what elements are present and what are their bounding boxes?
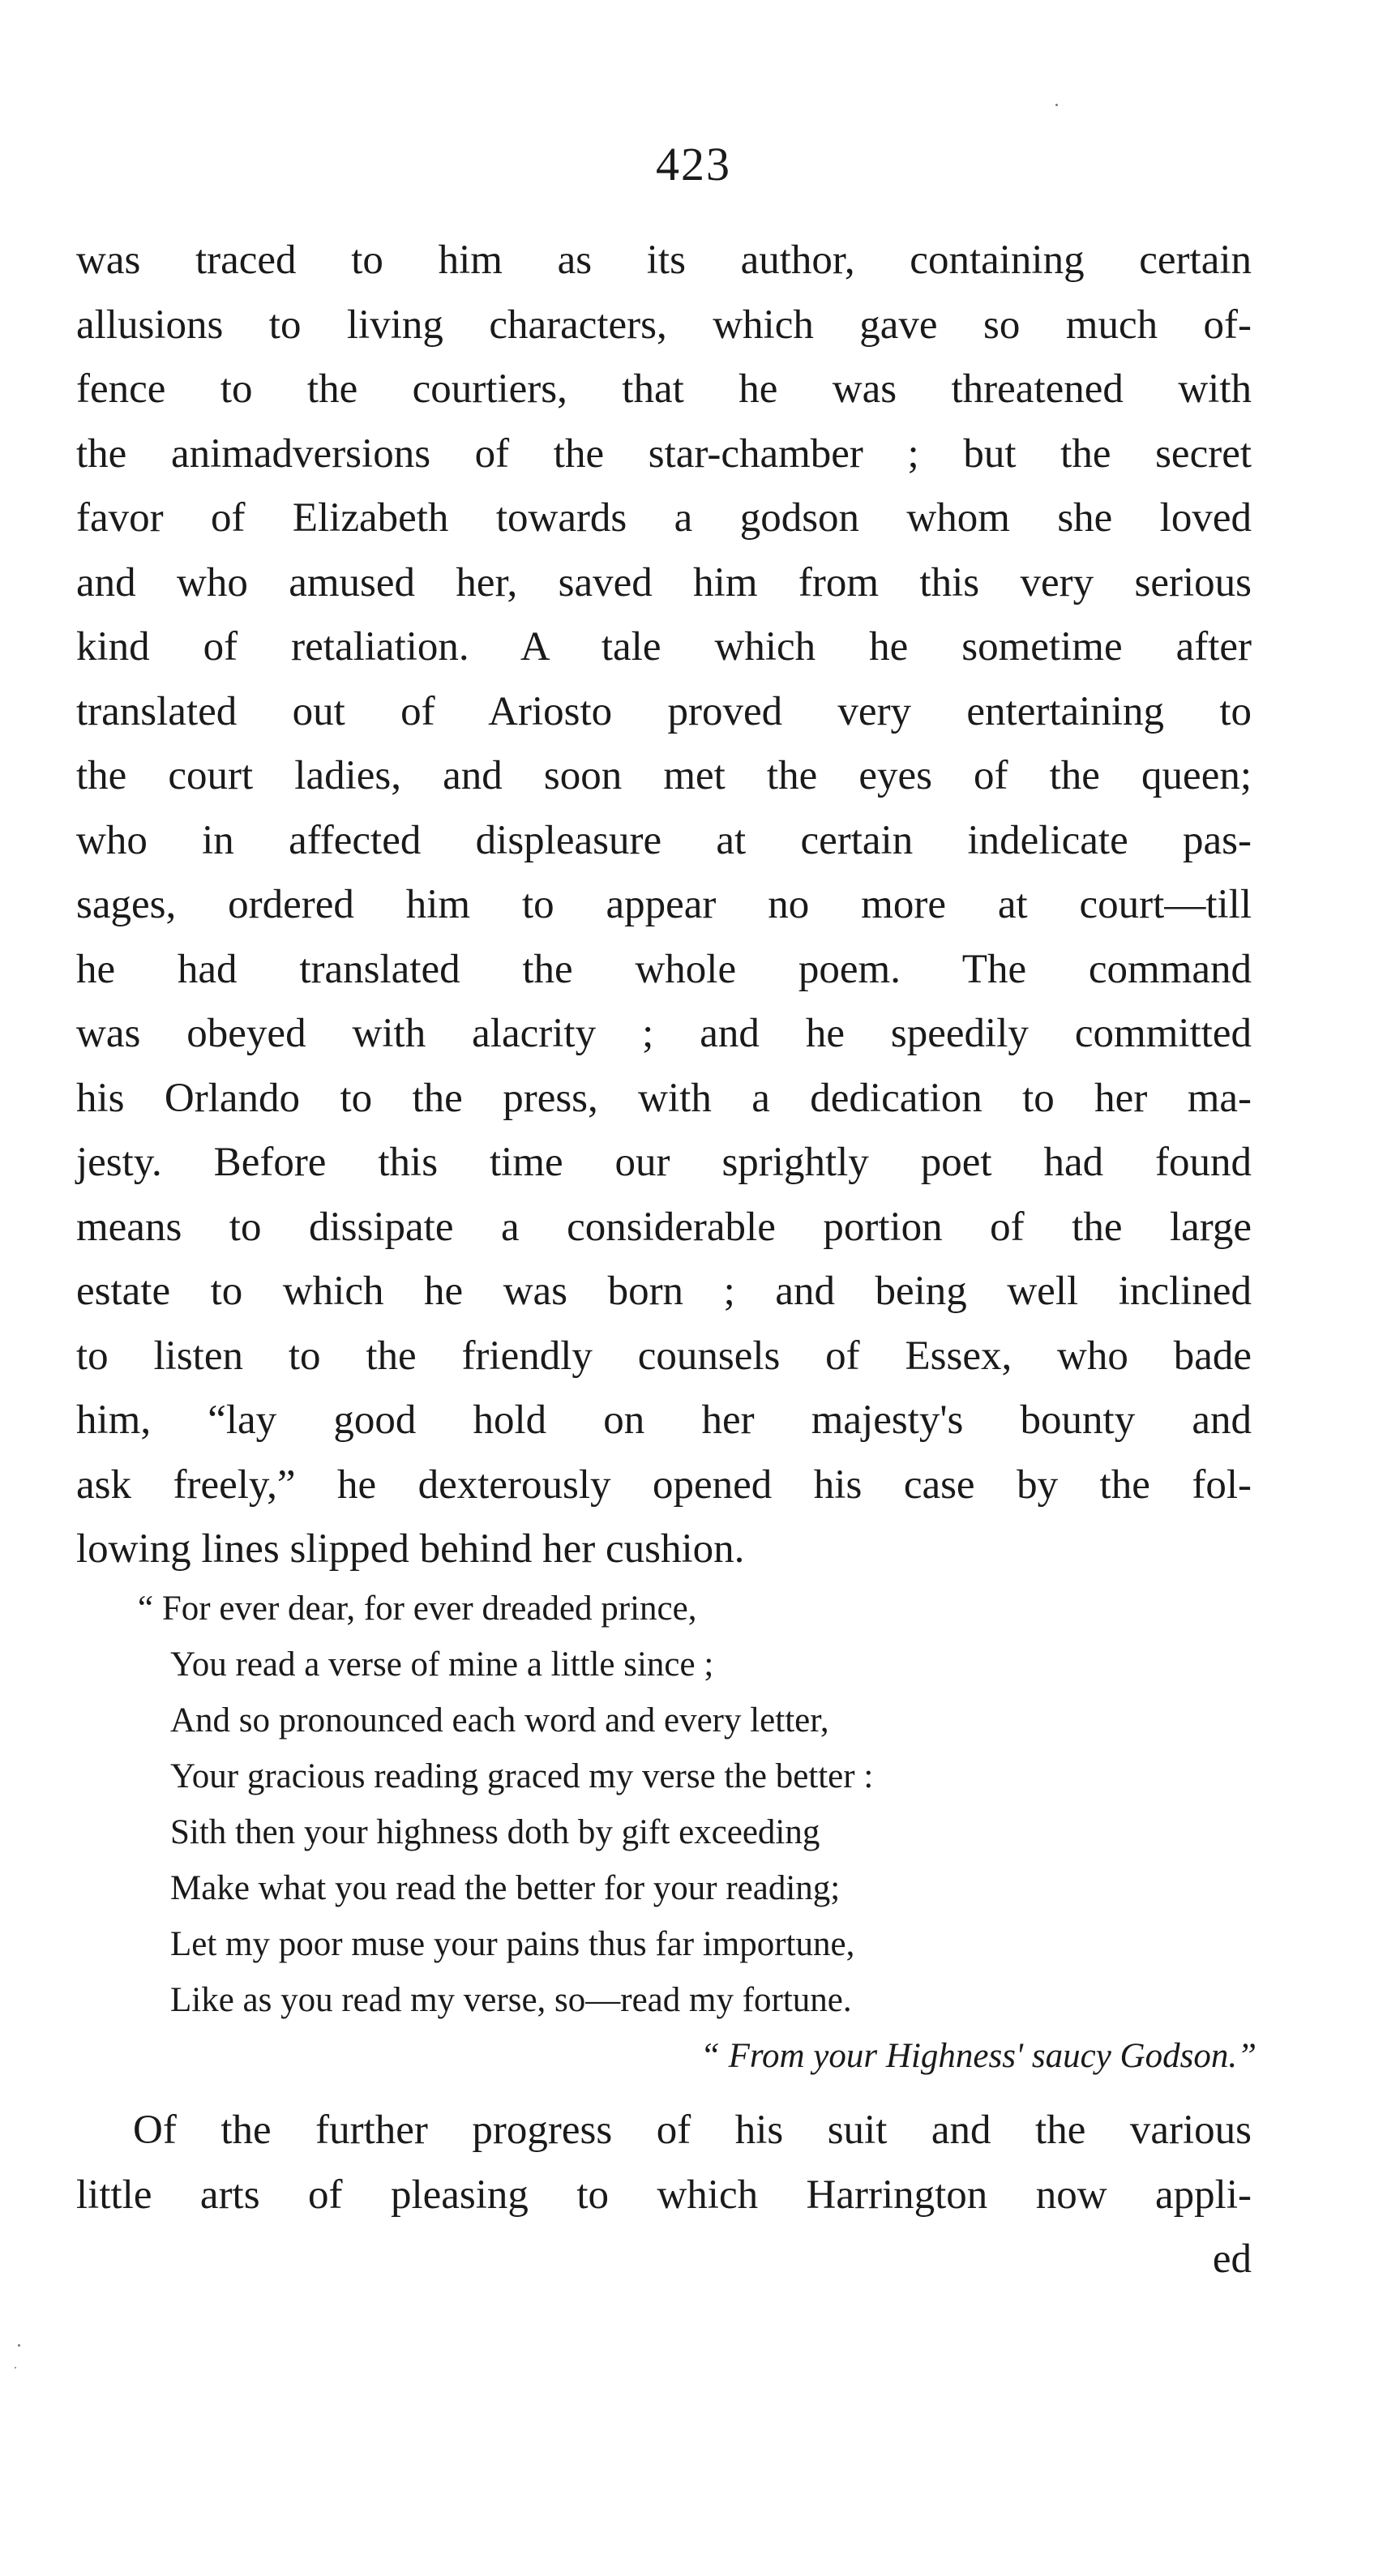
text-line: to listen to the friendly counsels of Essex, who bade <box>76 1333 1252 1379</box>
verse-block <box>138 1581 1256 2084</box>
verse-line: Let my poor muse your pains thus far importune, <box>170 1925 855 1963</box>
text-line: the court ladies, and soon met the eyes of the queen; <box>76 753 1252 798</box>
text-line: means to dissipate a considerable portion of the large <box>76 1204 1252 1250</box>
page-number: 423 <box>656 138 731 190</box>
paper-speck <box>1055 104 1058 106</box>
verse-line: Like as you read my verse, so—read my fortune. <box>170 1981 852 2019</box>
text-line: translated out of Ariosto proved very entertaining to <box>76 688 1252 734</box>
text-line: favor of Elizabeth towards a godson whom she loved <box>76 495 1252 541</box>
text-line: him, “lay good hold on her majesty's bounty and <box>76 1397 1252 1443</box>
text-line: and who amused her, saved him from this very serious <box>76 559 1252 605</box>
body-text-bottom <box>76 2099 1252 2292</box>
text-line: was obeyed with alacrity ; and he speedily committed <box>76 1011 1252 1056</box>
text-line: jesty. Before this time our sprightly poet had found <box>76 1140 1252 1185</box>
verse-line: You read a verse of mine a little since ; <box>170 1645 714 1684</box>
verse-line: Make what you read the better for your reading; <box>170 1869 841 1907</box>
paper-speck <box>15 2367 16 2368</box>
text-line: his Orlando to the press, with a dedication to her ma- <box>76 1075 1252 1121</box>
text-line: who in affected displeasure at certain indelicate pas- <box>76 817 1252 863</box>
text-line: lowing lines slipped behind her cushion. <box>76 1526 745 1572</box>
paper-speck <box>18 2344 20 2347</box>
text-line: ed <box>1212 2236 1252 2282</box>
text-line: fence to the courtiers, that he was threatened with <box>76 366 1252 412</box>
text-line: he had translated the whole poem. The command <box>76 946 1252 992</box>
verse-line: “ For ever dear, for ever dreaded prince, <box>138 1590 697 1628</box>
text-line: kind of retaliation. A tale which he sometime after <box>76 624 1252 670</box>
text-line: estate to which he was born ; and being well inclined <box>76 1269 1252 1314</box>
verse-signature: “ From your Highness' saucy Godson.” <box>700 2037 1256 2075</box>
text-line: Of the further progress of his suit and the various <box>133 2107 1252 2153</box>
text-line: little arts of pleasing to which Harrington now appli- <box>76 2172 1252 2218</box>
verse-line: And so pronounced each word and every letter, <box>170 1701 829 1739</box>
text-line: was traced to him as its author, containing certain <box>76 237 1252 283</box>
text-line: sages, ordered him to appear no more at court—till <box>76 882 1252 927</box>
text-line: allusions to living characters, which gave so much of- <box>76 302 1252 348</box>
text-line: the animadversions of the star-chamber ; but the secret <box>76 430 1252 477</box>
verse-line: Your gracious reading graced my verse the better : <box>170 1757 874 1795</box>
text-line: ask freely,” he dexterously opened his case by the fol- <box>76 1461 1252 1508</box>
body-text-top <box>76 229 1252 1582</box>
verse-line: Sith then your highness doth by gift exceeding <box>170 1813 820 1851</box>
